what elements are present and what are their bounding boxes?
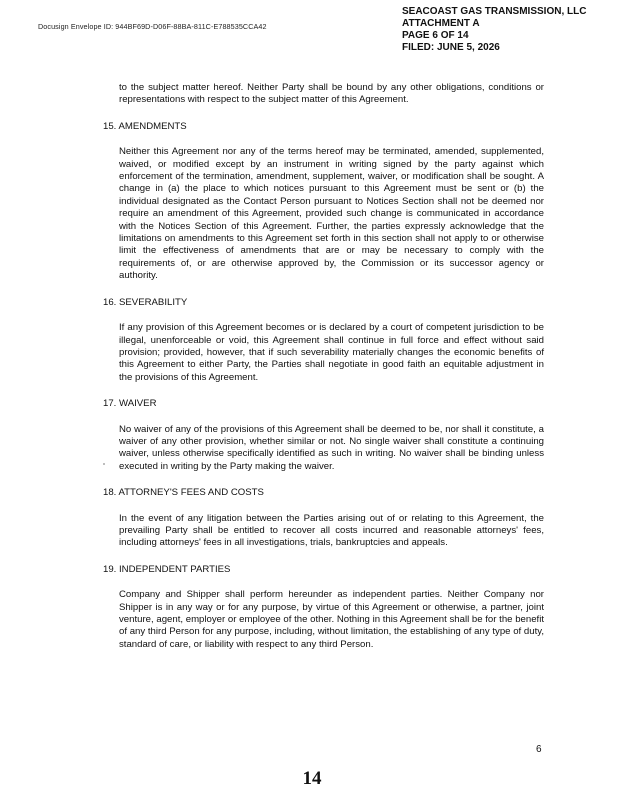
attachment-label: ATTACHMENT A (402, 18, 480, 29)
section-heading-attorneys-fees: 18. ATTORNEY'S FEES AND COSTS (103, 487, 264, 499)
section-heading-independent-parties: 19. INDEPENDENT PARTIES (103, 563, 231, 575)
scan-speck (103, 463, 105, 465)
section-heading-waiver: 17. WAIVER (103, 398, 157, 410)
section-body-severability: If any provision of this Agreement becomes or is declared by a court of competent jurisdiction to be illegal, unenforceable or void, this Agreement shall continue in full force and effect without said provision; provided, however, that if such severability materially changes the economic benefits of this Agreement to either Party, the Parties shall negotiate in good faith an equitable adjustment in the provisions of this Agreement. (119, 322, 544, 383)
page-number: 6 (536, 744, 542, 755)
document-body (103, 82, 544, 651)
filing-header (402, 6, 586, 54)
page-label: PAGE 6 OF 14 (402, 30, 469, 41)
intro-paragraph: to the subject matter hereof. Neither Party shall be bound by any other obligations, conditions or representations with respect to the subject matter of this Agreement. (119, 82, 544, 106)
section-body-waiver: No waiver of any of the provisions of this Agreement shall be deemed to be, nor shall it constitute, a waiver of any other provision, whether similar or not. No single waiver shall constitute a continuing waiver, unless otherwise specifically identified as such in writing. No waiver shall be binding unless executed in writing by the Party making the waiver. (119, 423, 544, 472)
section-body-amendments: Neither this Agreement nor any of the terms hereof may be terminated, amended, supplemented, waived, or modified except by an instrument in writing signed by the party against which enforcement of the termination, amendment, supplement, waiver, or modification shall be sought. A change in (a) the place to which notices pursuant to this Agreement must be sent or (b) the individual designated as the Contact Person pursuant to Notices Section shall not be deemed nor require an amendment of this Agreement, provided such change is communicated in accordance with the Notices Section of this Agreement. Further, the parties expressly acknowledge that the limitations on amendments to this Agreement set forth in this section shall not apply to or otherwise limit the effectiveness of amendments that are or may be necessary to comply with the requirements of, or are otherwise approved by, the Commission or its successor agency or authority. (119, 146, 544, 282)
section-heading-severability: 16. SEVERABILITY (103, 296, 188, 308)
docusign-envelope-id: Docusign Envelope ID: 944BF69D-D06F-88BA-811C-E788535CCA42 (38, 22, 267, 31)
footer-page-number: 14 (302, 768, 322, 789)
company-name: SEACOAST GAS TRANSMISSION, LLC (402, 6, 587, 17)
section-body-attorneys-fees: In the event of any litigation between the Parties arising out of or relating to this Agreement, the prevailing Party shall be entitled to recover all costs incurred and reasonable attorneys' fees, including attorneys' fees in all investigations, trials, bankruptcies and appeals. (119, 512, 544, 549)
section-body-independent-parties: Company and Shipper shall perform hereunder as independent parties. Neither Company nor Shipper is in any way or for any purpose, by virtue of this Agreement or otherwise, a partner, joint venture, agent, employer or employee of the other. Nothing in this Agreement shall be for the benefit of any third Person for any purpose, including, without limitation, the establishing of any type of duty, standard of care, or liability with respect to any third Person. (119, 589, 544, 650)
filed-date: FILED: JUNE 5, 2026 (402, 42, 500, 53)
section-heading-amendments: 15. AMENDMENTS (103, 120, 187, 132)
